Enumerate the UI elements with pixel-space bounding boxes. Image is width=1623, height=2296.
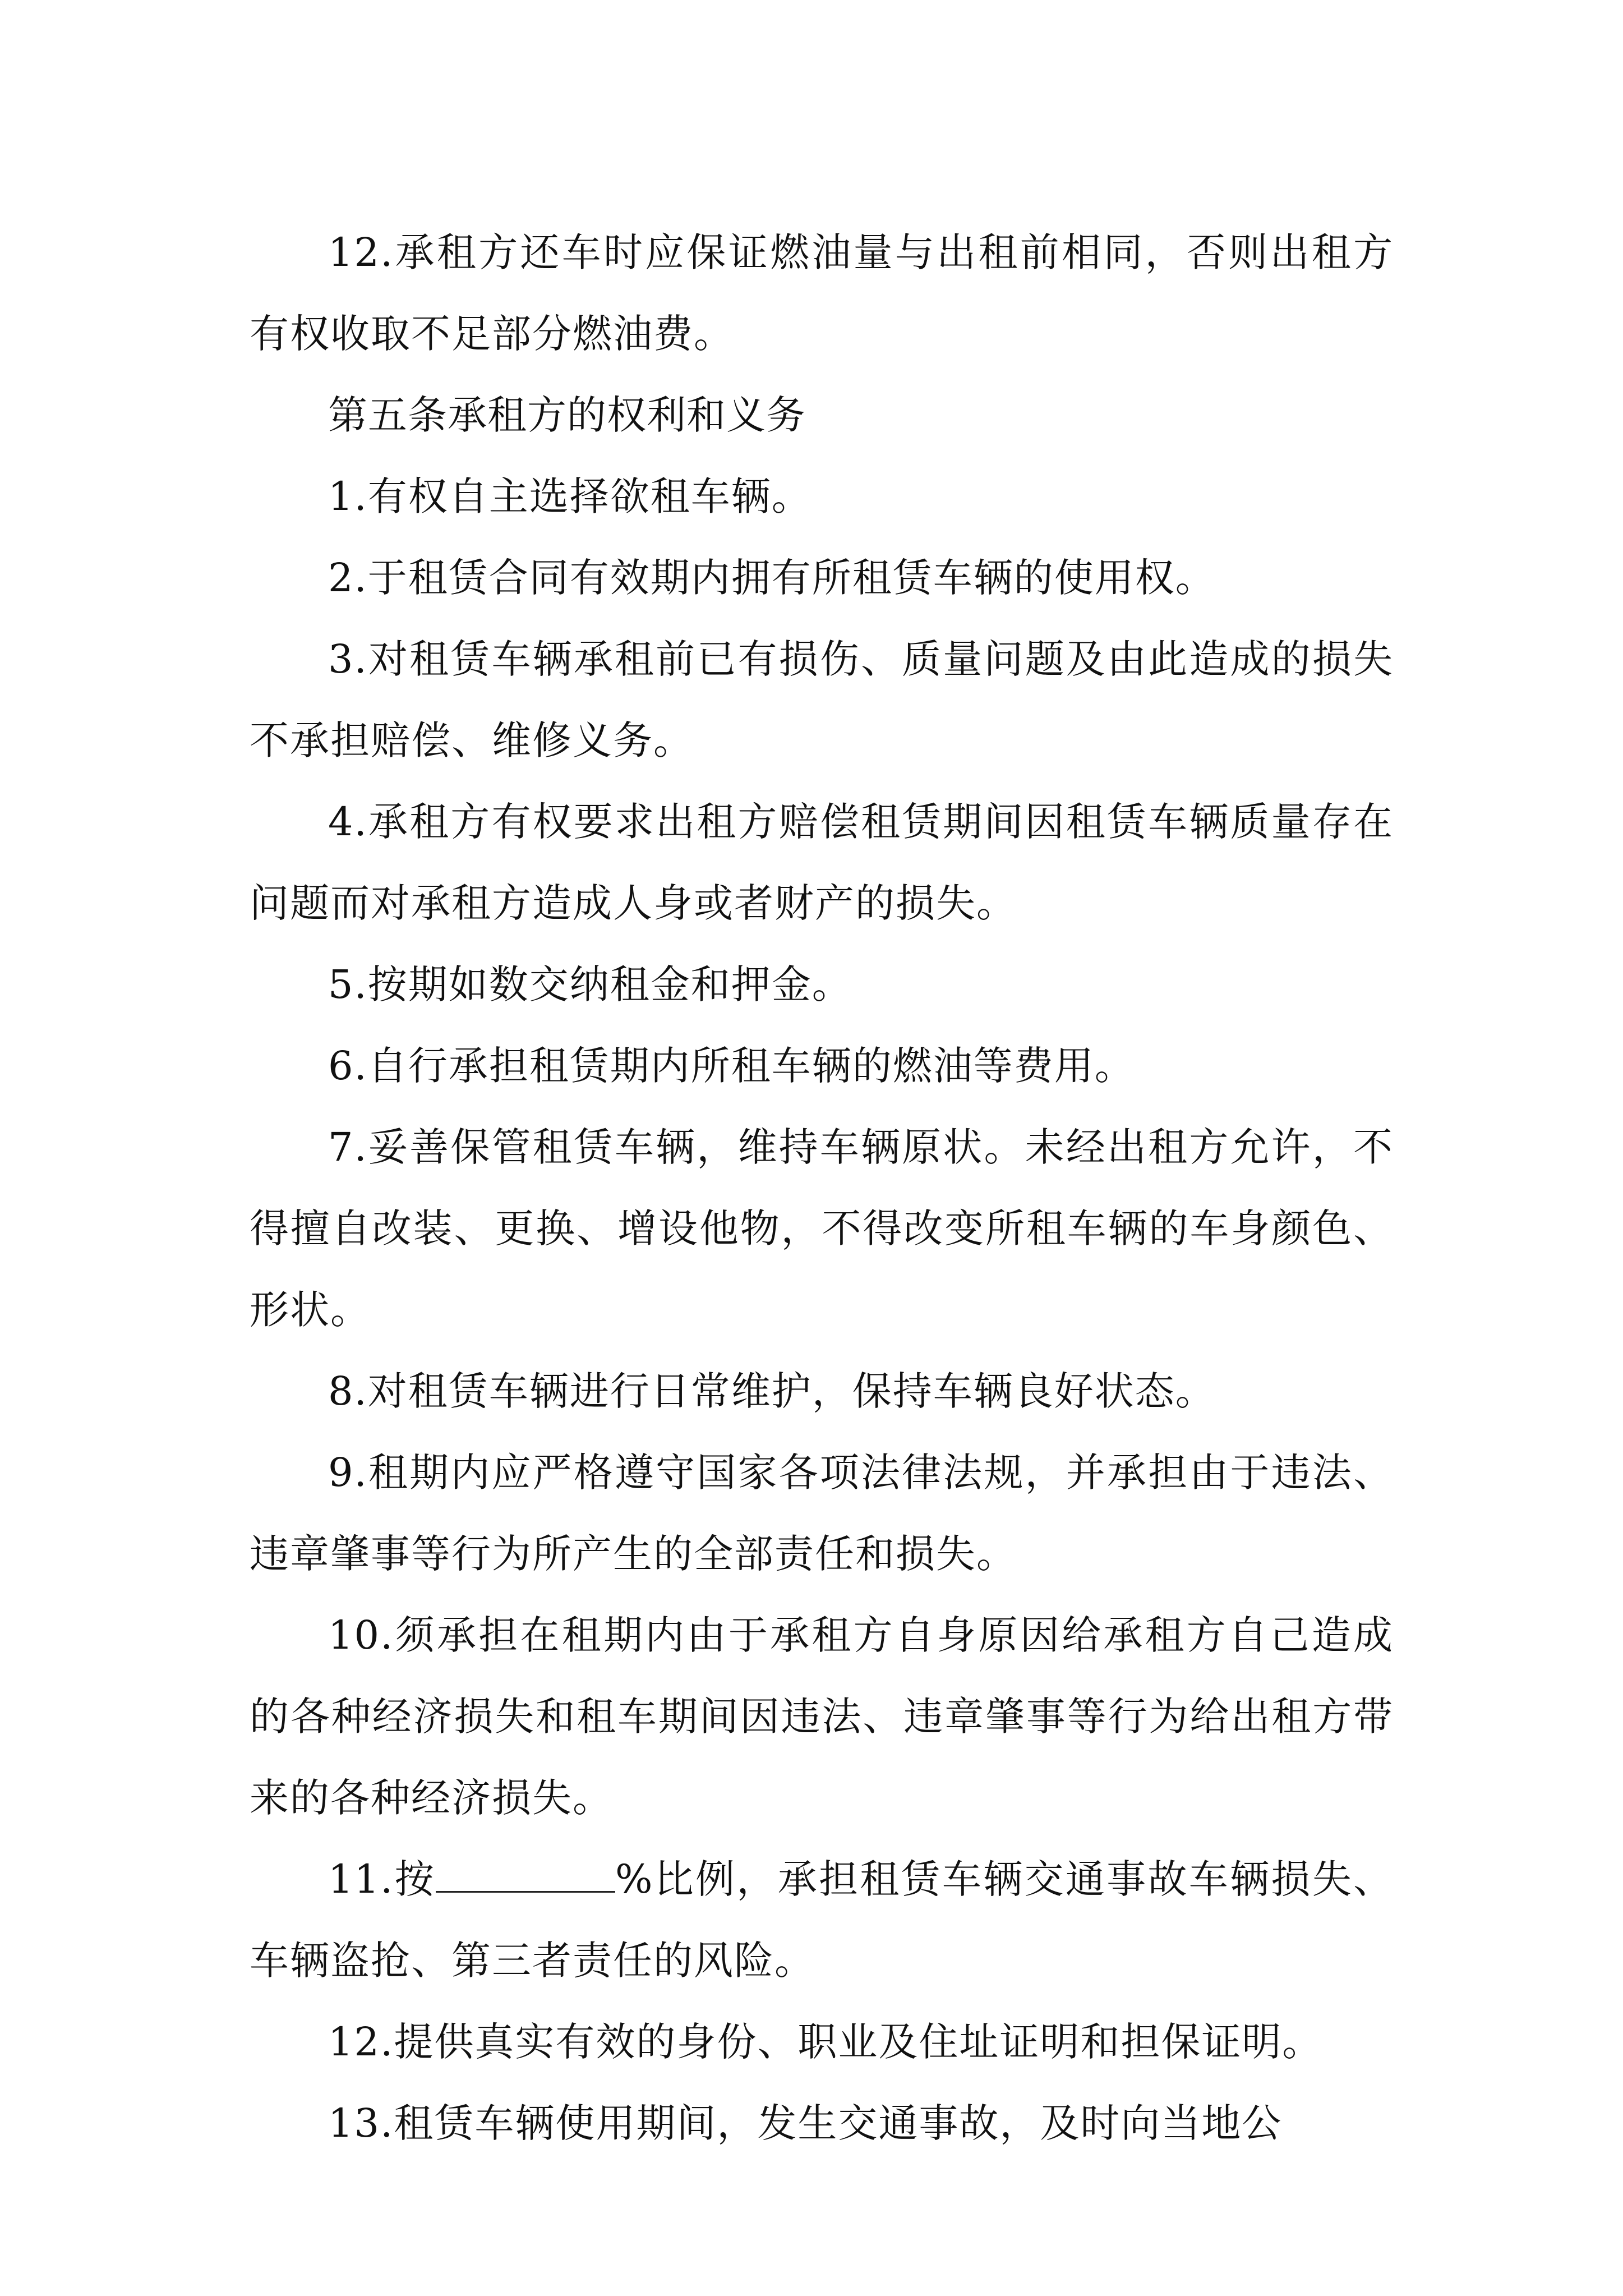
paragraph-item-12: 12.提供真实有效的身份、职业及住址证明和担保证明。 — [328, 2019, 1323, 2065]
paragraph-item-7: 7.妥善保管租赁车辆，维持车辆原状。未经出租方允许，不得擅自改装、更换、增设他物，不得改变所租车辆的车身颜色、形状。 — [250, 1124, 1394, 1333]
item-11-suffix: %比例，承担租赁车辆交通事故车辆损失、车辆盗抢、第三者责任的风险。 — [250, 1856, 1394, 1984]
paragraph-item-1: 1.有权自主选择欲租车辆。 — [328, 473, 812, 519]
paragraph-item-13: 13.租赁车辆使用期间，发生交通事故，及时向当地公 — [328, 2100, 1283, 2146]
paragraph-item-9: 9.租期内应严格遵守国家各项法律法规，并承担由于违法、违章肇事等行为所产生的全部责任和损失。 — [250, 1450, 1394, 1577]
paragraph-item-8: 8.对租赁车辆进行日常维护，保持车辆良好状态。 — [328, 1368, 1216, 1414]
document-body — [250, 212, 1394, 2164]
paragraph-item-11 — [250, 1839, 1394, 2001]
percentage-blank-line — [436, 1860, 615, 1893]
item-11-prefix: 11.按 — [328, 1856, 436, 1902]
paragraph-item-6: 6.自行承担租赁期内所租车辆的燃油等费用。 — [328, 1043, 1135, 1089]
paragraph-item-5: 5.按期如数交纳租金和押金。 — [328, 961, 852, 1007]
paragraph-item-3: 3.对租赁车辆承租前已有损伤、质量问题及由此造成的损失不承担赔偿、维修义务。 — [250, 636, 1394, 763]
paragraph-item-2: 2.于租赁合同有效期内拥有所租赁车辆的使用权。 — [328, 555, 1216, 601]
section-heading-lessee-rights: 第五条承租方的权利和义务 — [328, 392, 806, 438]
paragraph-fuel-return: 12.承租方还车时应保证燃油量与出租前相同，否则出租方有权收取不足部分燃油费。 — [250, 229, 1394, 357]
paragraph-item-4: 4.承租方有权要求出租方赔偿租赁期间因租赁车辆质量存在问题而对承租方造成人身或者财产的损失。 — [250, 799, 1394, 926]
paragraph-item-10: 10.须承担在租期内由于承租方自身原因给承租方自己造成的各种经济损失和租车期间因违法、违章肇事等行为给出租方带来的各种经济损失。 — [250, 1612, 1394, 1821]
